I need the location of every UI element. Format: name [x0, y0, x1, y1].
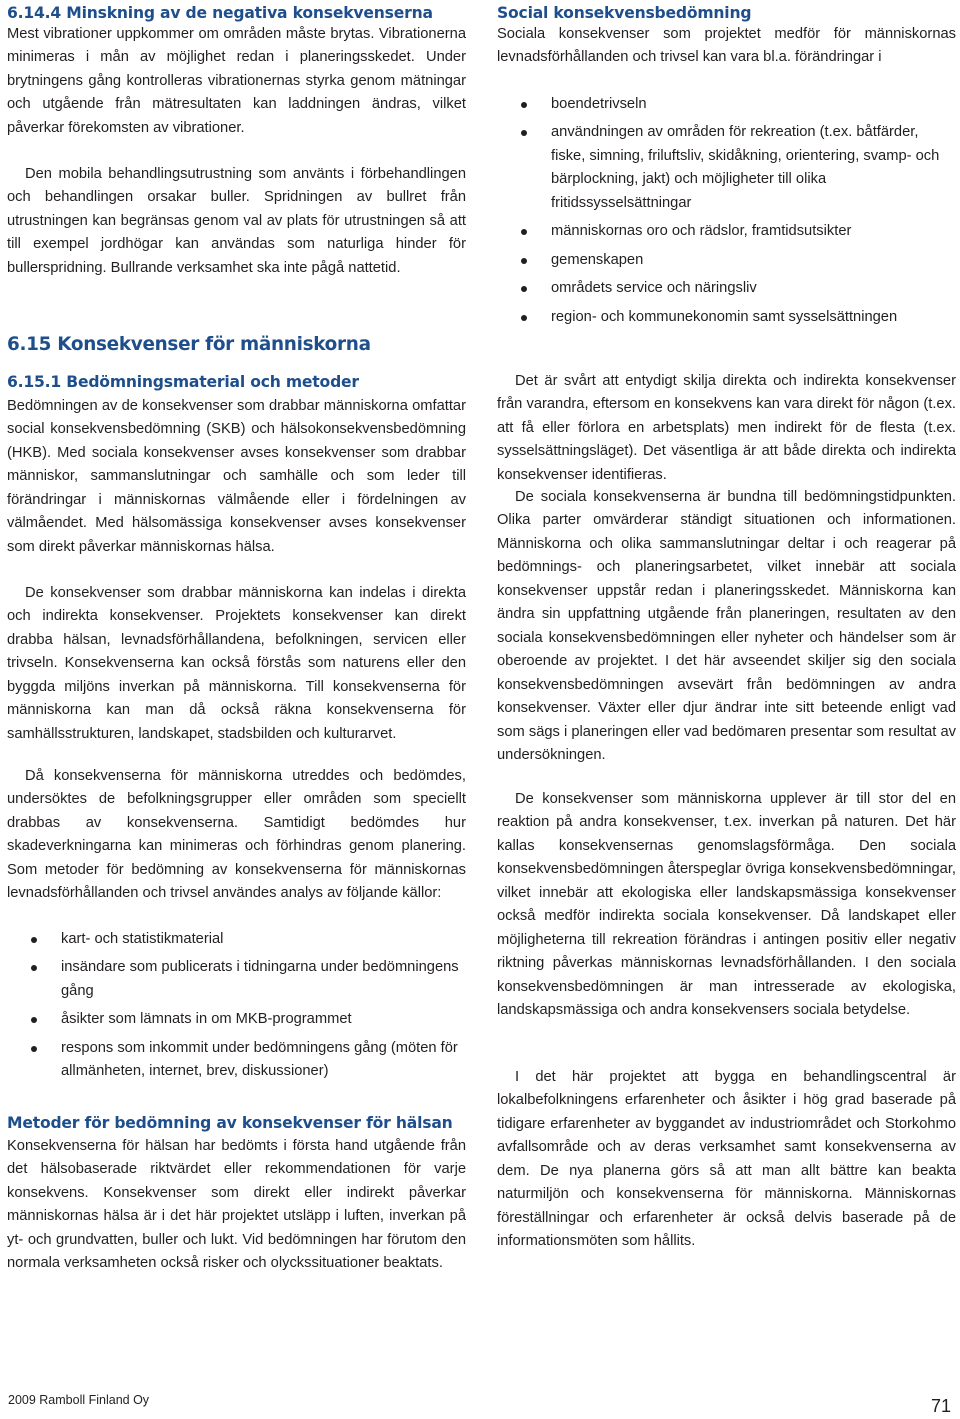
- paragraph-vibrations: Mest vibrationer uppkommer om områden måste brytas. Vibrationerna minimeras i mån av möjlighet redan i planeringsskedet. Under brytningens gång kontrolleras vibrationernas styrka genom mätningar och utgående från mätresultaten kan laddningen ändras, vilket påverkar förekomsten av vibrationer.: [7, 26, 466, 136]
- heading-health-methods: Metoder för bedömning av konsekvenser för hälsan: [7, 1114, 453, 1132]
- list-item: boendetrivseln: [497, 93, 956, 116]
- paragraph-noise: Den mobila behandlingsutrustning som använts i förbehandlingen och behandlingen orsakar buller. Spridningen av bullret från utrustningen kan begränsas genom val av plats för utrustningen så att till exempel jordhögar kan användas som naturliga hinder för bullerspridning. Bullrande verksamhet ska inte pågå nattetid.: [7, 166, 466, 276]
- paragraph-social-intro: Sociala konsekvenser som projektet medför för människornas levnadsförhållanden och trivsel kan vara bl.a. förändringar i: [497, 26, 956, 66]
- paragraph-difficult-separate: Det är svårt att entydigt skilja direkta och indirekta konsekvenser från varandra, eftersom en konsekvens kan vara direkt för någon (t.ex. att få eller förlora en arbetsplats) men indirekt för de flesta (t.ex. sysselsättningsläget). Det väsentliga är att både direkta och indirekta konsekvenser identifieras.: [497, 373, 956, 483]
- list-item: region- och kommunekonomin samt sysselsättningen: [497, 306, 956, 329]
- paragraph-methods: Då konsekvenserna för människorna utreddes och bedömdes, undersöktes de befolkningsgrupper eller områden som speciellt drabbas av konsekvenserna. Samtidigt bedömdes hur skadeverkningarna kan minimeras och förhindras genom planering. Som metoder för bedömning av konsekvenserna för människornas levnadsförhållanden och trivsel användes analys av följande källor:: [7, 768, 466, 902]
- list-item: människornas oro och rädslor, framtidsutsikter: [497, 220, 956, 243]
- paragraph-reaction: De konsekvenser som människorna upplever är till stor del en reaktion på andra konsekvenser, t.ex. inverkan på naturen. Det här kallas konsekvensernas genomslagsförmåga. Den sociala konsekvensbedömningen återspeglar övriga konsekvensbedömningar, vilket innebär att ekologiska eller landskapsmässiga konsekvenser också medför indirekta sociala konsekvenser. Då landskapet eller möjligheterna till rekreation förändras i antingen positiv eller negativ riktning påverkas människornas levnadsförhållanden. I den sociala konsekvensbedömningen är man intresserade av ekologiska, landskapsmässiga och andra konsekvensers sociala betydelse.: [497, 791, 956, 1019]
- heading-6-15-1: 6.15.1 Bedömningsmaterial och metoder: [7, 373, 359, 391]
- list-item: gemenskapen: [497, 249, 956, 272]
- sources-list: [7, 928, 466, 1084]
- paragraph-local-experiences: I det här projektet att bygga en behandlingscentral är lokalbefolkningens erfarenheter och åsikter i hög grad baserade på tidigare erfarenheter av byggandet av industriområdet och Storkohmo avfallsområde och av deras verksamhet samt konsekvenserna av dem. De nya planerna görs så att man allt bättre kan beakta naturmiljön och konsekvenserna för människorna. Människornas föreställningar och erfarenheter är också delvis baserade på de informationsmöten som hållits.: [497, 1069, 956, 1250]
- page-number: 71: [930, 1396, 951, 1416]
- heading-social-assessment: Social konsekvensbedömning: [497, 4, 752, 22]
- list-item: kart- och statistikmaterial: [7, 928, 466, 951]
- paragraph-health: Konsekvenserna för hälsan har bedömts i första hand utgående från det hälsobaserade riktvärdet eller rekommendationen för varje konsekvens. Konsekvenser som direkt eller indirekt påverkar människornas hälsa är i det här projektet utsläpp i luften, inverkan på yt- och grundvatten, buller och lukt. Vid bedömningen har förutom den normala verksamheten också risker och olyckssituationer beaktats.: [7, 1138, 466, 1272]
- heading-6-15: 6.15 Konsekvenser för människorna: [7, 334, 371, 355]
- list-item: områdets service och näringsliv: [497, 277, 956, 300]
- list-item: åsikter som lämnats in om MKB-programmet: [7, 1008, 466, 1031]
- paragraph-time-bound: De sociala konsekvenserna är bundna till bedömningstidpunkten. Olika parter omvärderar ständigt situationen och informationen. Människorna och olika sammanslutningar deltar i och reagerar på bedömnings- och planeringsarbetet, vilket innebär att sociala konsekvenser uppstår redan i planeringsskedet. Människorna kan ändra sin uppfattning utgående från planeringen, resultaten av den sociala konsekvensbedömningen eller nyheter och händelser som är oberoende av projektet. I det här avseendet skiljer sig den sociala konsekvensbedömningen avsevärt från bedömningen av andra konsekvenser. Växter eller djur ändrar inte sitt beteende enligt vad som sägs i planeringen eller vad bedömaren presentar som resultat av undersökningen.: [497, 489, 956, 763]
- heading-6-14-4: 6.14.4 Minskning av de negativa konsekvenserna: [7, 4, 433, 22]
- footer-company: 2009 Ramboll Finland Oy: [8, 1393, 150, 1407]
- social-changes-list: [497, 93, 956, 329]
- list-item: respons som inkommit under bedömningens gång (möten för allmänheten, internet, brev, diskussioner): [7, 1037, 466, 1084]
- paragraph-assessment-scope: Bedömningen av de konsekvenser som drabbar människorna omfattar social konsekvensbedömning (SKB) och hälsokonsekvensbedömning (HKB). Med sociala konsekvenser avses konsekvenser som drabbar människor, sammanslutningar och samhälle och som leder till förändringar i människornas välmående eller i fördelningen av välmåendet. Med hälsomässiga konsekvenser avses konsekvenser som direkt påverkar människornas hälsa.: [7, 398, 466, 555]
- list-item: insändare som publicerats i tidningarna under bedömningens gång: [7, 956, 466, 1003]
- list-item: användningen av områden för rekreation (t.ex. båtfärder, fiske, simning, friluftsliv, skidåkning, orientering, svamp- och bärplockning, jakt) och möjligheter till olika fritidssysselsättningar: [497, 121, 956, 215]
- paragraph-direct-indirect: De konsekvenser som drabbar människorna kan indelas i direkta och indirekta konsekvenser. Projektets konsekvenser kan direkt drabba hälsan, levnadsförhållandena, befolkningen, servicen eller trivseln. Konsekvenserna kan också förstås som naturens eller den byggda miljöns inverkan på människorna. Till konsekvenserna för människorna kan man då också räkna konsekvenserna för samhällsstrukturen, landskapet, stadsbilden och kulturarvet.: [7, 585, 466, 742]
